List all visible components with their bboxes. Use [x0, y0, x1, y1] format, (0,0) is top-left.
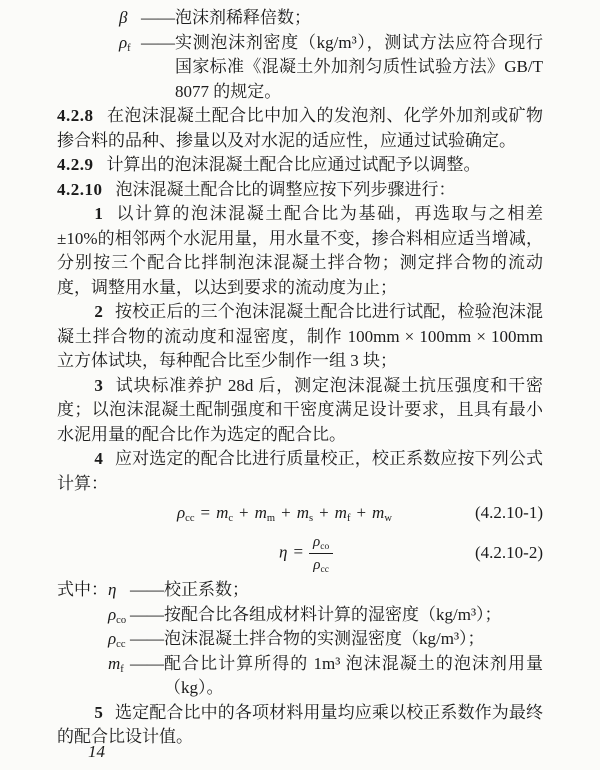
symbol-m-f-sub: f	[120, 663, 124, 675]
symbol-definition-rho-f	[57, 31, 543, 105]
equation-number-2: (4.2.10-2)	[475, 542, 543, 562]
step-3	[57, 374, 543, 448]
symbol-m-f-base: m	[108, 653, 121, 673]
symbol-m-f	[108, 652, 130, 701]
var-m-c: m	[216, 502, 229, 522]
var-rho-cc-sub: cc	[185, 512, 195, 524]
step-text: 以计算的泡沫混凝土配合比为基础，再选取与之相差±10%的相邻两个水泥用量，用水量不变，掺合料相应适当增减，分别按三个配合比拌制泡沫混凝土拌合物；测定拌合物的流动度，调整用水量，以达到要求的流动度为止；	[57, 204, 543, 297]
var-rho-cc: ρ	[313, 556, 321, 573]
step-text: 选定配合比中的各项材料用量均应乘以校正系数作为最终的配合比设计值。	[57, 702, 543, 746]
page-number: 14	[88, 742, 105, 761]
symbol-rho-cc	[108, 627, 130, 652]
var-m-f-sub: f	[346, 512, 351, 524]
clause-number: 4.2.8	[57, 106, 94, 125]
var-m-c-sub: c	[228, 512, 234, 524]
where-definition-text: 泡沫混凝土拌合物的实测湿密度（kg/m³）；	[164, 629, 485, 648]
step-number: 5	[94, 702, 103, 722]
equals-sign: =	[293, 541, 304, 561]
clause-4-2-8	[57, 104, 543, 153]
clause-number: 4.2.10	[57, 179, 103, 199]
clause-text: 在泡沫混凝土配合比中加入的发泡剂、化学外加剂或矿物掺合料的品种、掺量以及对水泥的适应性，应通过试验确定。	[57, 106, 543, 150]
step-number: 1	[94, 204, 103, 223]
equation-number-1: (4.2.10-1)	[475, 502, 543, 522]
equals-sign: =	[200, 502, 211, 522]
var-eta: η	[279, 541, 288, 561]
plus-sign: +	[239, 502, 249, 522]
step-number: 2	[94, 302, 103, 321]
where-definition-text: 配合比计算所得的 1m³ 泡沫混凝土的泡沫剂用量（kg）。	[164, 653, 543, 697]
step-text: 试块标准养护 28d 后，测定泡沫混凝土抗压强度和干密度；以泡沫混凝土配制强度和干密度满足设计要求，且具有最小水泥用量的配合比作为选定的配合比。	[57, 375, 543, 444]
var-m-s-sub: s	[308, 512, 314, 524]
clause-text: 泡沫混凝土配合比的调整应按下列步骤进行：	[115, 179, 456, 199]
formula-2-expression	[279, 532, 333, 575]
symbol-beta-definition: 泡沫剂稀释倍数；	[175, 8, 311, 27]
formula-1	[57, 498, 543, 528]
symbol-rho-co	[108, 603, 130, 628]
step-text: 应对选定的配合比进行质量校正，校正系数应按下列公式计算：	[57, 449, 543, 493]
where-definition-m-f	[57, 652, 543, 701]
plus-sign: +	[281, 502, 291, 522]
var-rho-co: ρ	[313, 533, 321, 550]
step-number: 3	[94, 375, 103, 395]
symbol-rho-f-subscript: f	[127, 42, 131, 54]
step-2	[57, 300, 543, 374]
plus-sign: +	[356, 502, 367, 522]
definition-dash: ——	[130, 604, 164, 624]
symbol-rho-co-base: ρ	[108, 604, 117, 624]
definition-dash: ——	[141, 8, 175, 27]
var-m-w: m	[372, 502, 385, 522]
formula-2	[57, 528, 543, 578]
symbol-rho-f-definition: 实测泡沫剂密度（kg/m³），测试方法应符合现行国家标准《混凝土外加剂匀质性试验方法》GB/T 8077 的规定。	[175, 32, 543, 101]
clause-text: 计算出的泡沫混凝土配合比应通过试配予以调整。	[106, 155, 481, 174]
var-m-f: m	[334, 502, 347, 522]
symbol-eta-base: η	[108, 580, 117, 599]
symbol-rho-f-base: ρ	[119, 32, 128, 52]
clause-4-2-9	[57, 153, 543, 178]
symbol-rho-co-sub: co	[116, 614, 127, 626]
symbol-beta: β	[119, 8, 128, 27]
step-text: 按校正后的三个泡沫混凝土配合比进行试配，检验泡沫混凝土拌合物的流动度和湿密度，制作 100mm × 100mm × 100mm 立方体试块，每种配合比至少制作一组 3 块；	[57, 302, 543, 370]
symbol-rho-f	[119, 31, 141, 105]
var-rho-cc: ρ	[177, 502, 186, 522]
symbol-definition-beta	[57, 6, 543, 31]
step-5	[57, 701, 543, 750]
plus-sign: +	[319, 502, 329, 522]
where-definition-text: 按配合比各组成材料计算的湿密度（kg/m³）；	[164, 604, 502, 624]
where-definition-rho-cc	[57, 627, 543, 652]
var-m-s: m	[296, 502, 309, 522]
where-label: 式中：	[57, 580, 108, 599]
clause-4-2-10	[57, 178, 543, 203]
var-m-w-sub: w	[384, 512, 392, 524]
symbol-rho-cc-sub: cc	[116, 639, 126, 650]
step-number: 4	[94, 449, 103, 468]
symbol-rho-cc-base: ρ	[108, 629, 117, 648]
step-4	[57, 447, 543, 496]
fraction-numerator	[309, 532, 333, 554]
var-m-m: m	[254, 502, 267, 522]
where-definition-rho-co	[57, 603, 543, 628]
where-definition-text: 校正系数；	[164, 580, 249, 599]
definition-dash: ——	[130, 580, 164, 599]
var-rho-cc-sub: cc	[320, 564, 329, 575]
var-m-m-sub: m	[266, 512, 276, 524]
fraction	[309, 532, 333, 575]
definition-dash: ——	[141, 32, 175, 52]
step-1	[57, 202, 543, 300]
definition-dash: ——	[130, 629, 164, 648]
definition-dash: ——	[130, 653, 164, 673]
symbol-eta	[108, 578, 130, 603]
clause-number: 4.2.9	[57, 155, 94, 174]
fraction-denominator	[309, 554, 333, 575]
formula-1-expression	[177, 501, 392, 526]
var-rho-co-sub: co	[320, 541, 330, 552]
where-definition-eta	[57, 578, 543, 603]
